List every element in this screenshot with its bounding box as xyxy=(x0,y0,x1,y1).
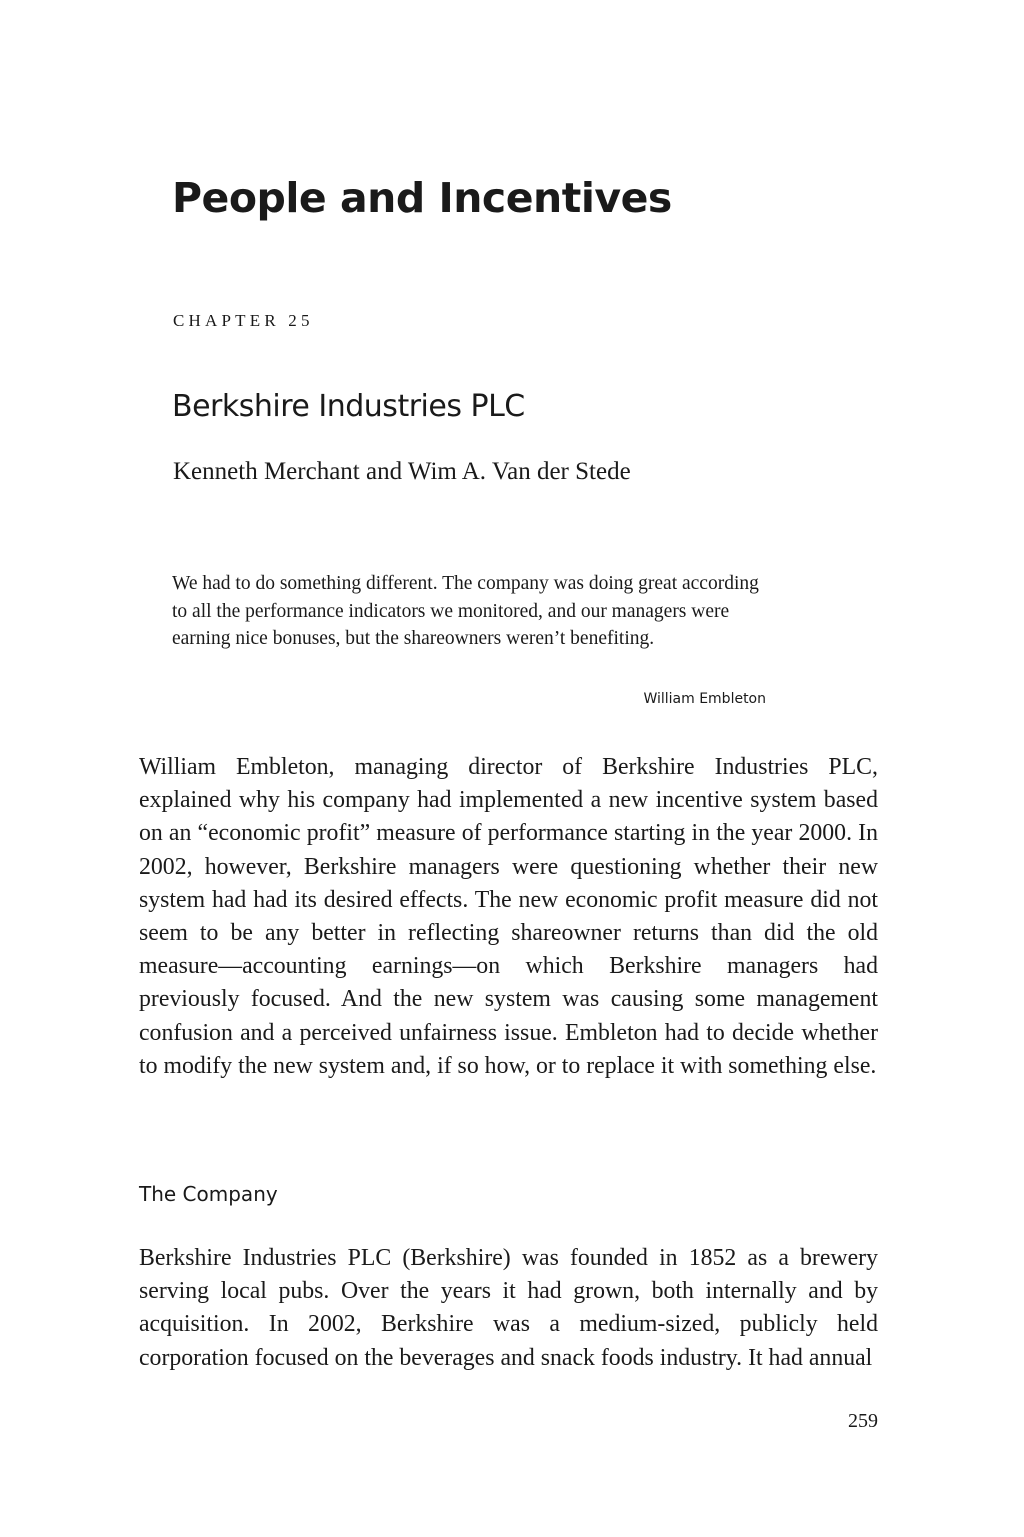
body-paragraph-1: William Embleton, managing director of Berkshire Industries PLC, explained why his company had implemented a new incentive system based on an “economic profit” measure of performance starting in the year 2000. In 2002, however, Berkshire managers were questioning whether their new system had had its desired effects. The new economic profit measure did not seem to be any better in reflecting shareowner returns than did the old measure—accounting earnings—on which Berkshire managers had previously focused. And the new system was causing some management confusion and a perceived unfairness issue. Embleton had to decide whether to modify the new system and, if so how, or to replace it with something else. xyxy=(139,754,878,1079)
body-paragraph-2: Berkshire Industries PLC (Berkshire) was founded in 1852 as a brewery serving local pubs. Over the years it had grown, both internally and by acquisition. In 2002, Berkshire was a medium-sized, publicly held corporation focused on the beverages and snack foods industry. It had annual xyxy=(139,1245,878,1371)
section-heading: The Company xyxy=(139,1182,278,1206)
page-number: 259 xyxy=(848,1410,878,1432)
epigraph xyxy=(172,570,772,707)
epigraph-attribution: William Embleton xyxy=(643,691,766,707)
part-title: People and Incentives xyxy=(172,174,672,222)
chapter-authors: Kenneth Merchant and Wim A. Van der Stede xyxy=(173,458,631,485)
epigraph-quote: We had to do something different. The company was doing great according to all the performance indicators we monitored, and our managers were earning nice bonuses, but the shareowners weren’t benefiting. xyxy=(172,573,759,650)
chapter-title: Berkshire Industries PLC xyxy=(172,389,525,424)
chapter-label: CHAPTER 25 xyxy=(173,311,314,330)
